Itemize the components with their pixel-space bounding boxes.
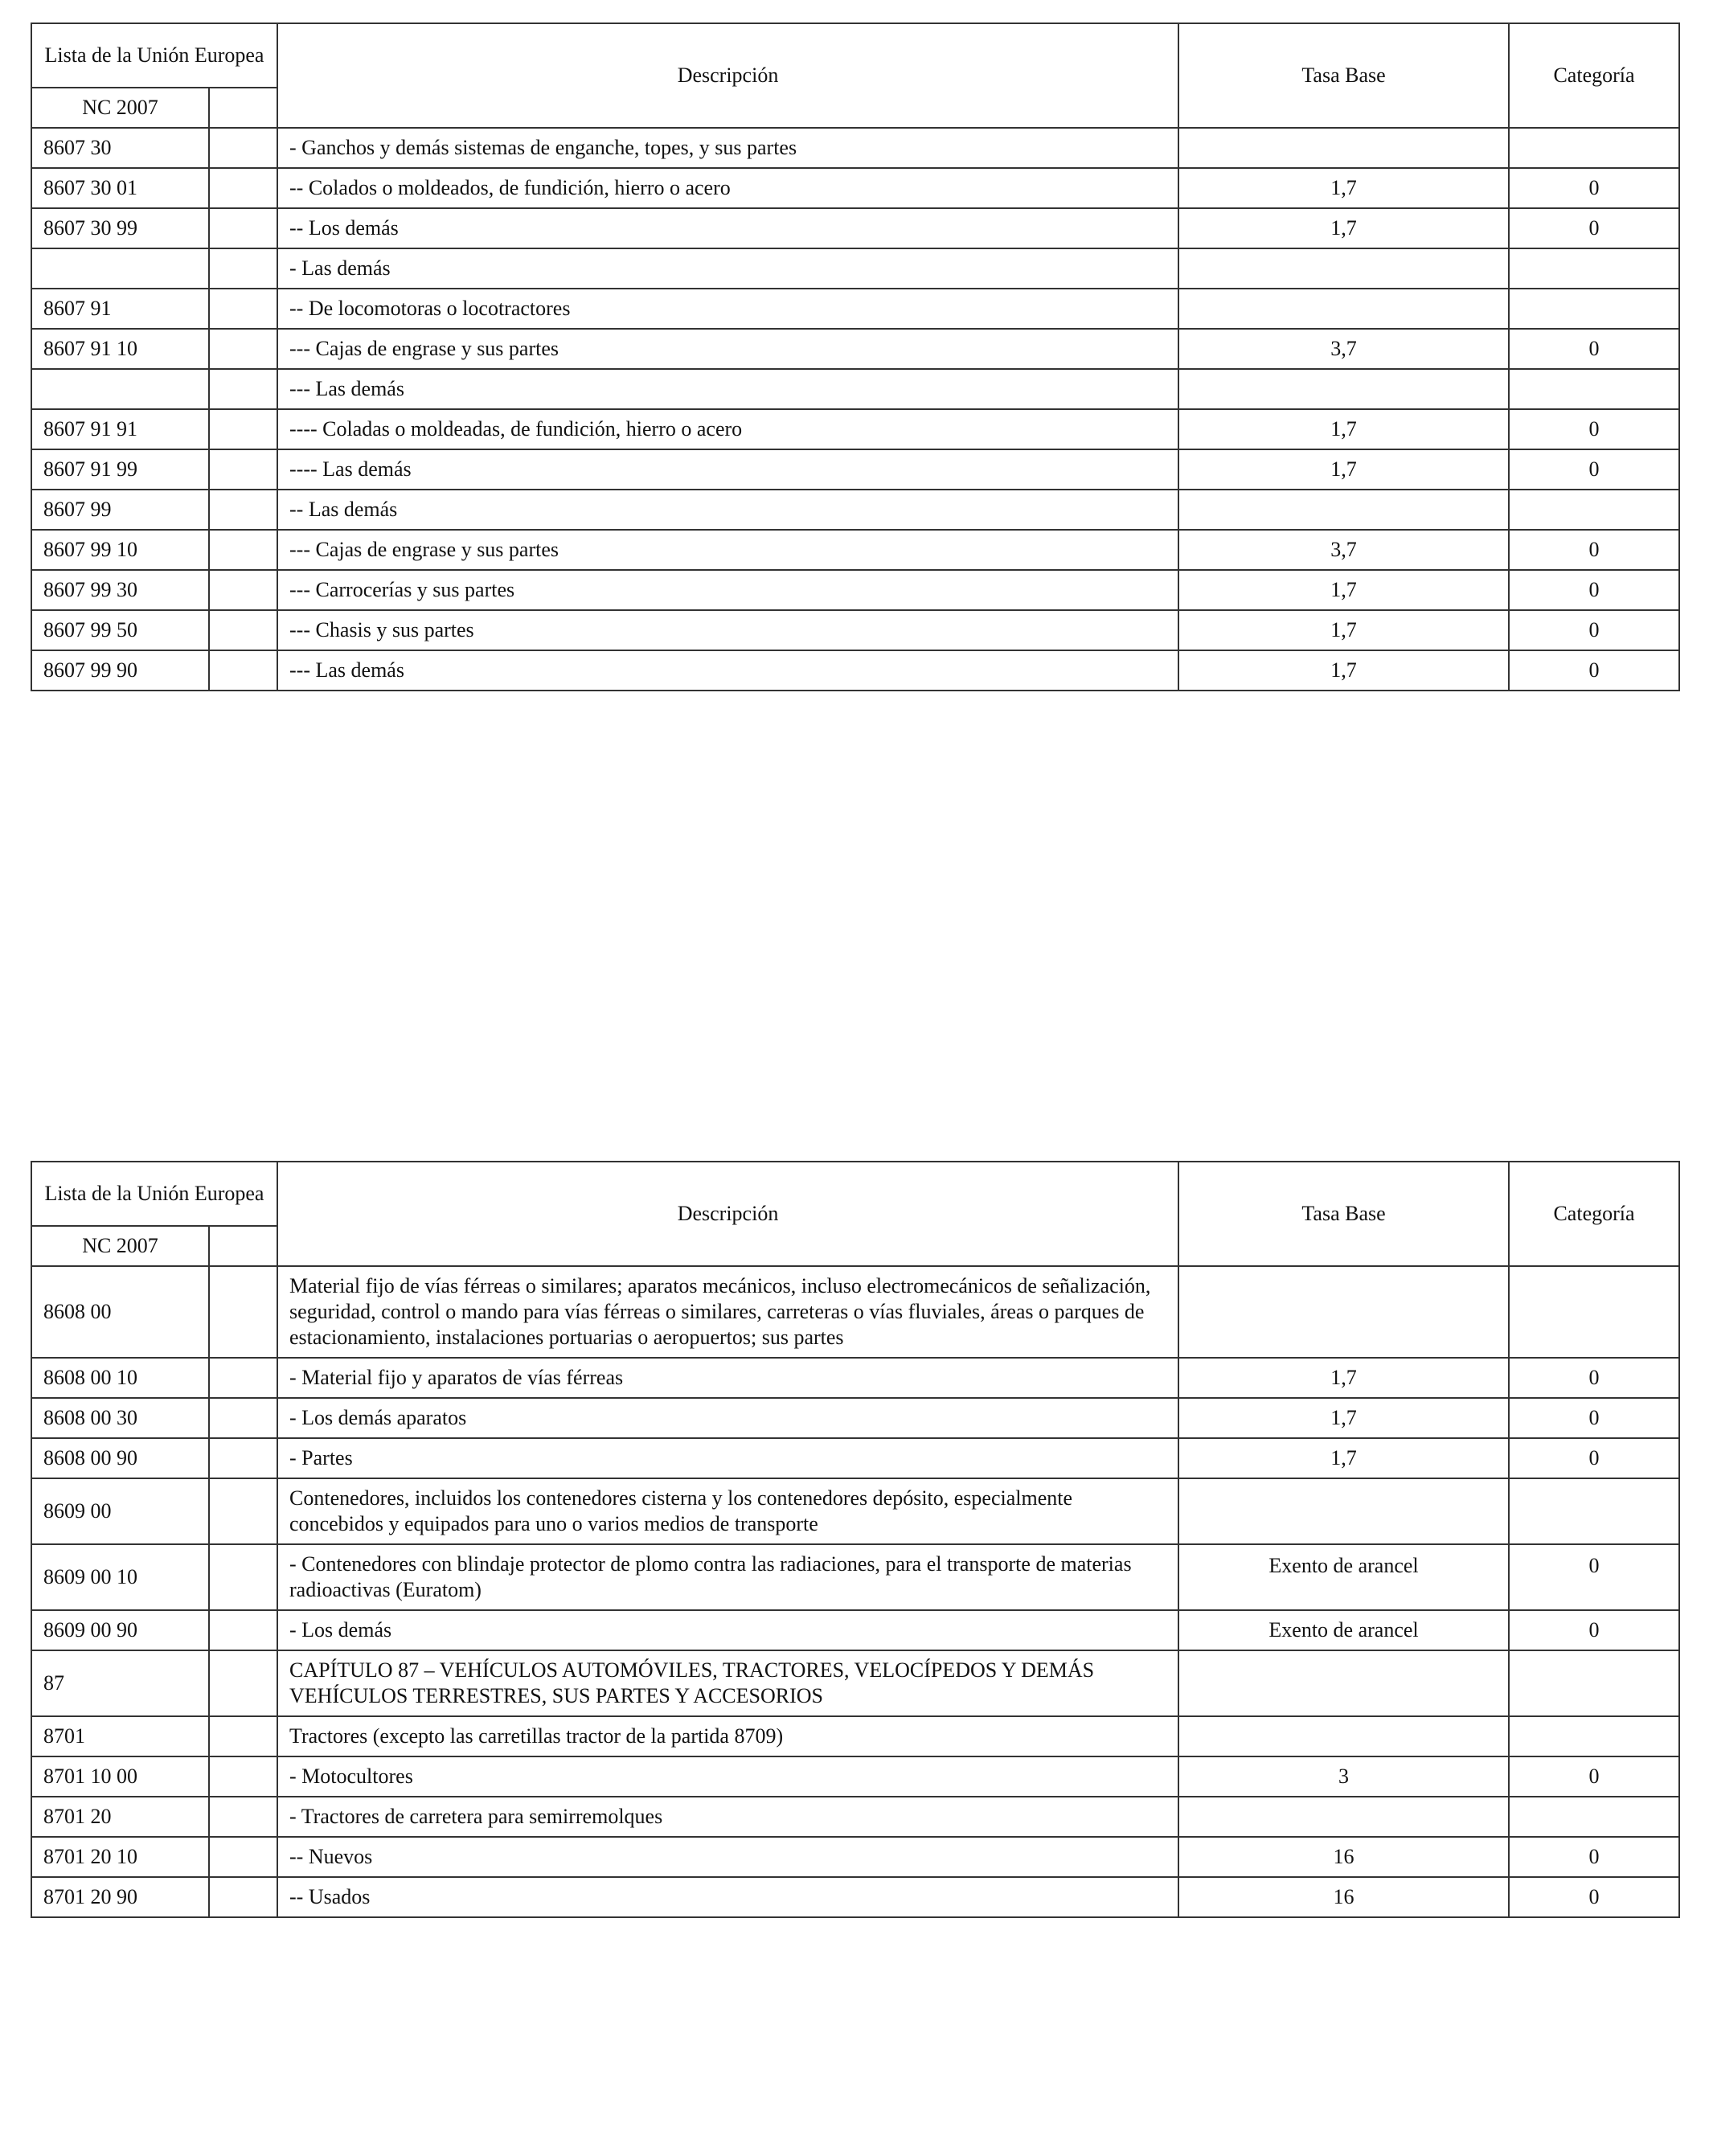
- base-rate-cell: [1178, 369, 1509, 409]
- description-cell: -- Nuevos: [277, 1837, 1178, 1877]
- blank-cell: [209, 1358, 277, 1398]
- table-row: [31, 1756, 1679, 1797]
- blank-cell: [209, 1398, 277, 1438]
- table-row: [31, 1797, 1679, 1837]
- description-cell: --- Chasis y sus partes: [277, 610, 1178, 650]
- description-cell: -- Colados o moldeados, de fundición, hierro o acero: [277, 168, 1178, 208]
- table-row: [31, 409, 1679, 449]
- base-rate-cell: Exento de arancel: [1178, 1544, 1509, 1610]
- blank-cell: [209, 1716, 277, 1756]
- tariff-code-cell: 8608 00: [31, 1266, 209, 1358]
- description-cell: Material fijo de vías férreas o similares; aparatos mecánicos, incluso electromecánicos de señalización, seguridad, control o mando para vías férreas o similares, carreteras o vías fluviales, áreas o parques de estacionamiento, instalaciones portuarias o aeropuertos; sus partes: [277, 1266, 1178, 1358]
- tariff-code-cell: 8608 00 30: [31, 1398, 209, 1438]
- header-blank-cell: [209, 1226, 277, 1266]
- base-rate-cell: 1,7: [1178, 650, 1509, 691]
- blank-cell: [209, 168, 277, 208]
- category-cell: [1509, 369, 1679, 409]
- tariff-table-2: [31, 1161, 1680, 1918]
- description-cell: -- Las demás: [277, 490, 1178, 530]
- tariff-code-cell: [31, 369, 209, 409]
- blank-cell: [209, 1797, 277, 1837]
- category-cell: [1509, 128, 1679, 168]
- category-cell: [1509, 1650, 1679, 1716]
- header-base-rate: Tasa Base: [1178, 23, 1509, 128]
- base-rate-cell: 1,7: [1178, 1438, 1509, 1478]
- tariff-code-cell: 8701 10 00: [31, 1756, 209, 1797]
- tariff-code-cell: 8609 00 10: [31, 1544, 209, 1610]
- header-nc-label: NC 2007: [31, 88, 209, 128]
- table-row: [31, 1478, 1679, 1544]
- header-category: Categoría: [1509, 1162, 1679, 1266]
- blank-cell: [209, 650, 277, 691]
- blank-cell: [209, 409, 277, 449]
- category-cell: 0: [1509, 208, 1679, 248]
- table-row: [31, 1877, 1679, 1917]
- description-cell: --- Cajas de engrase y sus partes: [277, 530, 1178, 570]
- base-rate-cell: [1178, 1716, 1509, 1756]
- description-cell: --- Cajas de engrase y sus partes: [277, 329, 1178, 369]
- tariff-code-cell: [31, 248, 209, 289]
- table-row: [31, 610, 1679, 650]
- tariff-code-cell: 8607 99: [31, 490, 209, 530]
- header-description: Descripción: [277, 1162, 1178, 1266]
- table-row: [31, 1438, 1679, 1478]
- base-rate-cell: 1,7: [1178, 208, 1509, 248]
- base-rate-cell: [1178, 1478, 1509, 1544]
- header-base-rate: Tasa Base: [1178, 1162, 1509, 1266]
- tariff-code-cell: 8701 20: [31, 1797, 209, 1837]
- tariff-code-cell: 8607 91 91: [31, 409, 209, 449]
- blank-cell: [209, 369, 277, 409]
- tariff-code-cell: 8701: [31, 1716, 209, 1756]
- description-cell: - Tractores de carretera para semirremolques: [277, 1797, 1178, 1837]
- header-blank-cell: [209, 88, 277, 128]
- table-row: [31, 490, 1679, 530]
- tariff-code-cell: 8607 30: [31, 128, 209, 168]
- base-rate-cell: 16: [1178, 1837, 1509, 1877]
- category-cell: [1509, 1716, 1679, 1756]
- table-row: [31, 449, 1679, 490]
- description-cell: --- Las demás: [277, 369, 1178, 409]
- blank-cell: [209, 1877, 277, 1917]
- base-rate-cell: [1178, 1797, 1509, 1837]
- blank-cell: [209, 449, 277, 490]
- header-nc-label: NC 2007: [31, 1226, 209, 1266]
- blank-cell: [209, 610, 277, 650]
- blank-cell: [209, 570, 277, 610]
- category-cell: 0: [1509, 1398, 1679, 1438]
- base-rate-cell: 3,7: [1178, 530, 1509, 570]
- tariff-code-cell: 8607 91: [31, 289, 209, 329]
- blank-cell: [209, 128, 277, 168]
- base-rate-cell: [1178, 1266, 1509, 1358]
- base-rate-cell: 16: [1178, 1877, 1509, 1917]
- blank-cell: [209, 1266, 277, 1358]
- category-cell: 0: [1509, 1756, 1679, 1797]
- blank-cell: [209, 329, 277, 369]
- tariff-code-cell: 87: [31, 1650, 209, 1716]
- blank-cell: [209, 289, 277, 329]
- tariff-code-cell: 8607 99 10: [31, 530, 209, 570]
- blank-cell: [209, 1650, 277, 1716]
- category-cell: [1509, 248, 1679, 289]
- category-cell: 0: [1509, 530, 1679, 570]
- tariff-code-cell: 8607 99 50: [31, 610, 209, 650]
- tariff-code-cell: 8607 91 99: [31, 449, 209, 490]
- description-cell: Tractores (excepto las carretillas tractor de la partida 8709): [277, 1716, 1178, 1756]
- base-rate-cell: [1178, 1650, 1509, 1716]
- table-row: [31, 1358, 1679, 1398]
- tariff-code-cell: 8607 91 10: [31, 329, 209, 369]
- table-row: [31, 570, 1679, 610]
- description-cell: - Partes: [277, 1438, 1178, 1478]
- category-cell: 0: [1509, 1610, 1679, 1650]
- base-rate-cell: [1178, 490, 1509, 530]
- table-row: [31, 168, 1679, 208]
- category-cell: 0: [1509, 329, 1679, 369]
- table-row: [31, 1266, 1679, 1358]
- base-rate-cell: 1,7: [1178, 570, 1509, 610]
- base-rate-cell: 1,7: [1178, 610, 1509, 650]
- base-rate-cell: 1,7: [1178, 409, 1509, 449]
- description-cell: ---- Las demás: [277, 449, 1178, 490]
- category-cell: 0: [1509, 409, 1679, 449]
- description-cell: CAPÍTULO 87 – VEHÍCULOS AUTOMÓVILES, TRACTORES, VELOCÍPEDOS Y DEMÁS VEHÍCULOS TERRESTRES, SUS PARTES Y ACCESORIOS: [277, 1650, 1178, 1716]
- blank-cell: [209, 1610, 277, 1650]
- table-2-body: [31, 1266, 1679, 1917]
- category-cell: 0: [1509, 1438, 1679, 1478]
- tariff-table-1: [31, 23, 1680, 691]
- tariff-code-cell: 8607 99 30: [31, 570, 209, 610]
- description-cell: - Los demás aparatos: [277, 1398, 1178, 1438]
- category-cell: 0: [1509, 1544, 1679, 1610]
- base-rate-cell: 3: [1178, 1756, 1509, 1797]
- table-row: [31, 289, 1679, 329]
- base-rate-cell: 3,7: [1178, 329, 1509, 369]
- table-row: [31, 128, 1679, 168]
- category-cell: 0: [1509, 570, 1679, 610]
- category-cell: [1509, 1266, 1679, 1358]
- tariff-code-cell: 8609 00: [31, 1478, 209, 1544]
- category-cell: [1509, 289, 1679, 329]
- description-cell: -- Usados: [277, 1877, 1178, 1917]
- category-cell: 0: [1509, 1358, 1679, 1398]
- tariff-code-cell: 8607 30 99: [31, 208, 209, 248]
- base-rate-cell: 1,7: [1178, 449, 1509, 490]
- header-list-label: Lista de la Unión Europea: [31, 23, 277, 88]
- category-cell: 0: [1509, 610, 1679, 650]
- header-description: Descripción: [277, 23, 1178, 128]
- table-row: [31, 1544, 1679, 1610]
- category-cell: [1509, 1797, 1679, 1837]
- table-row: [31, 369, 1679, 409]
- table-row: [31, 530, 1679, 570]
- table-row: [31, 1650, 1679, 1716]
- tariff-code-cell: 8607 99 90: [31, 650, 209, 691]
- category-cell: [1509, 1478, 1679, 1544]
- description-cell: Contenedores, incluidos los contenedores cisterna y los contenedores depósito, especialmente concebidos y equipados para uno o varios medios de transporte: [277, 1478, 1178, 1544]
- table-row: [31, 1837, 1679, 1877]
- description-cell: - Los demás: [277, 1610, 1178, 1650]
- base-rate-cell: 1,7: [1178, 1398, 1509, 1438]
- base-rate-cell: [1178, 128, 1509, 168]
- base-rate-cell: [1178, 248, 1509, 289]
- description-cell: - Contenedores con blindaje protector de plomo contra las radiaciones, para el transporte de materias radioactivas (Euratom): [277, 1544, 1178, 1610]
- tariff-code-cell: 8608 00 90: [31, 1438, 209, 1478]
- description-cell: - Motocultores: [277, 1756, 1178, 1797]
- description-cell: - Material fijo y aparatos de vías férreas: [277, 1358, 1178, 1398]
- blank-cell: [209, 1544, 277, 1610]
- category-cell: 0: [1509, 1837, 1679, 1877]
- tariff-code-cell: 8701 20 10: [31, 1837, 209, 1877]
- header-category: Categoría: [1509, 23, 1679, 128]
- blank-cell: [209, 1837, 277, 1877]
- tariff-code-cell: 8607 30 01: [31, 168, 209, 208]
- blank-cell: [209, 530, 277, 570]
- base-rate-cell: [1178, 289, 1509, 329]
- description-cell: - Ganchos y demás sistemas de enganche, topes, y sus partes: [277, 128, 1178, 168]
- blank-cell: [209, 208, 277, 248]
- blank-cell: [209, 1478, 277, 1544]
- base-rate-cell: Exento de arancel: [1178, 1610, 1509, 1650]
- category-cell: 0: [1509, 449, 1679, 490]
- category-cell: 0: [1509, 1877, 1679, 1917]
- blank-cell: [209, 490, 277, 530]
- tariff-code-cell: 8701 20 90: [31, 1877, 209, 1917]
- base-rate-cell: 1,7: [1178, 1358, 1509, 1398]
- blank-cell: [209, 1438, 277, 1478]
- table-row: [31, 1398, 1679, 1438]
- description-cell: --- Carrocerías y sus partes: [277, 570, 1178, 610]
- description-cell: --- Las demás: [277, 650, 1178, 691]
- table-row: [31, 248, 1679, 289]
- table-row: [31, 1610, 1679, 1650]
- blank-cell: [209, 1756, 277, 1797]
- table-row: [31, 1716, 1679, 1756]
- base-rate-cell: 1,7: [1178, 168, 1509, 208]
- table-row: [31, 329, 1679, 369]
- description-cell: - Las demás: [277, 248, 1178, 289]
- table-row: [31, 650, 1679, 691]
- category-cell: 0: [1509, 650, 1679, 691]
- table-row: [31, 208, 1679, 248]
- category-cell: 0: [1509, 168, 1679, 208]
- description-cell: -- Los demás: [277, 208, 1178, 248]
- category-cell: [1509, 490, 1679, 530]
- table-1-body: [31, 128, 1679, 691]
- description-cell: ---- Coladas o moldeadas, de fundición, hierro o acero: [277, 409, 1178, 449]
- blank-cell: [209, 248, 277, 289]
- header-list-label: Lista de la Unión Europea: [31, 1162, 277, 1226]
- tariff-code-cell: 8608 00 10: [31, 1358, 209, 1398]
- tariff-code-cell: 8609 00 90: [31, 1610, 209, 1650]
- description-cell: -- De locomotoras o locotractores: [277, 289, 1178, 329]
